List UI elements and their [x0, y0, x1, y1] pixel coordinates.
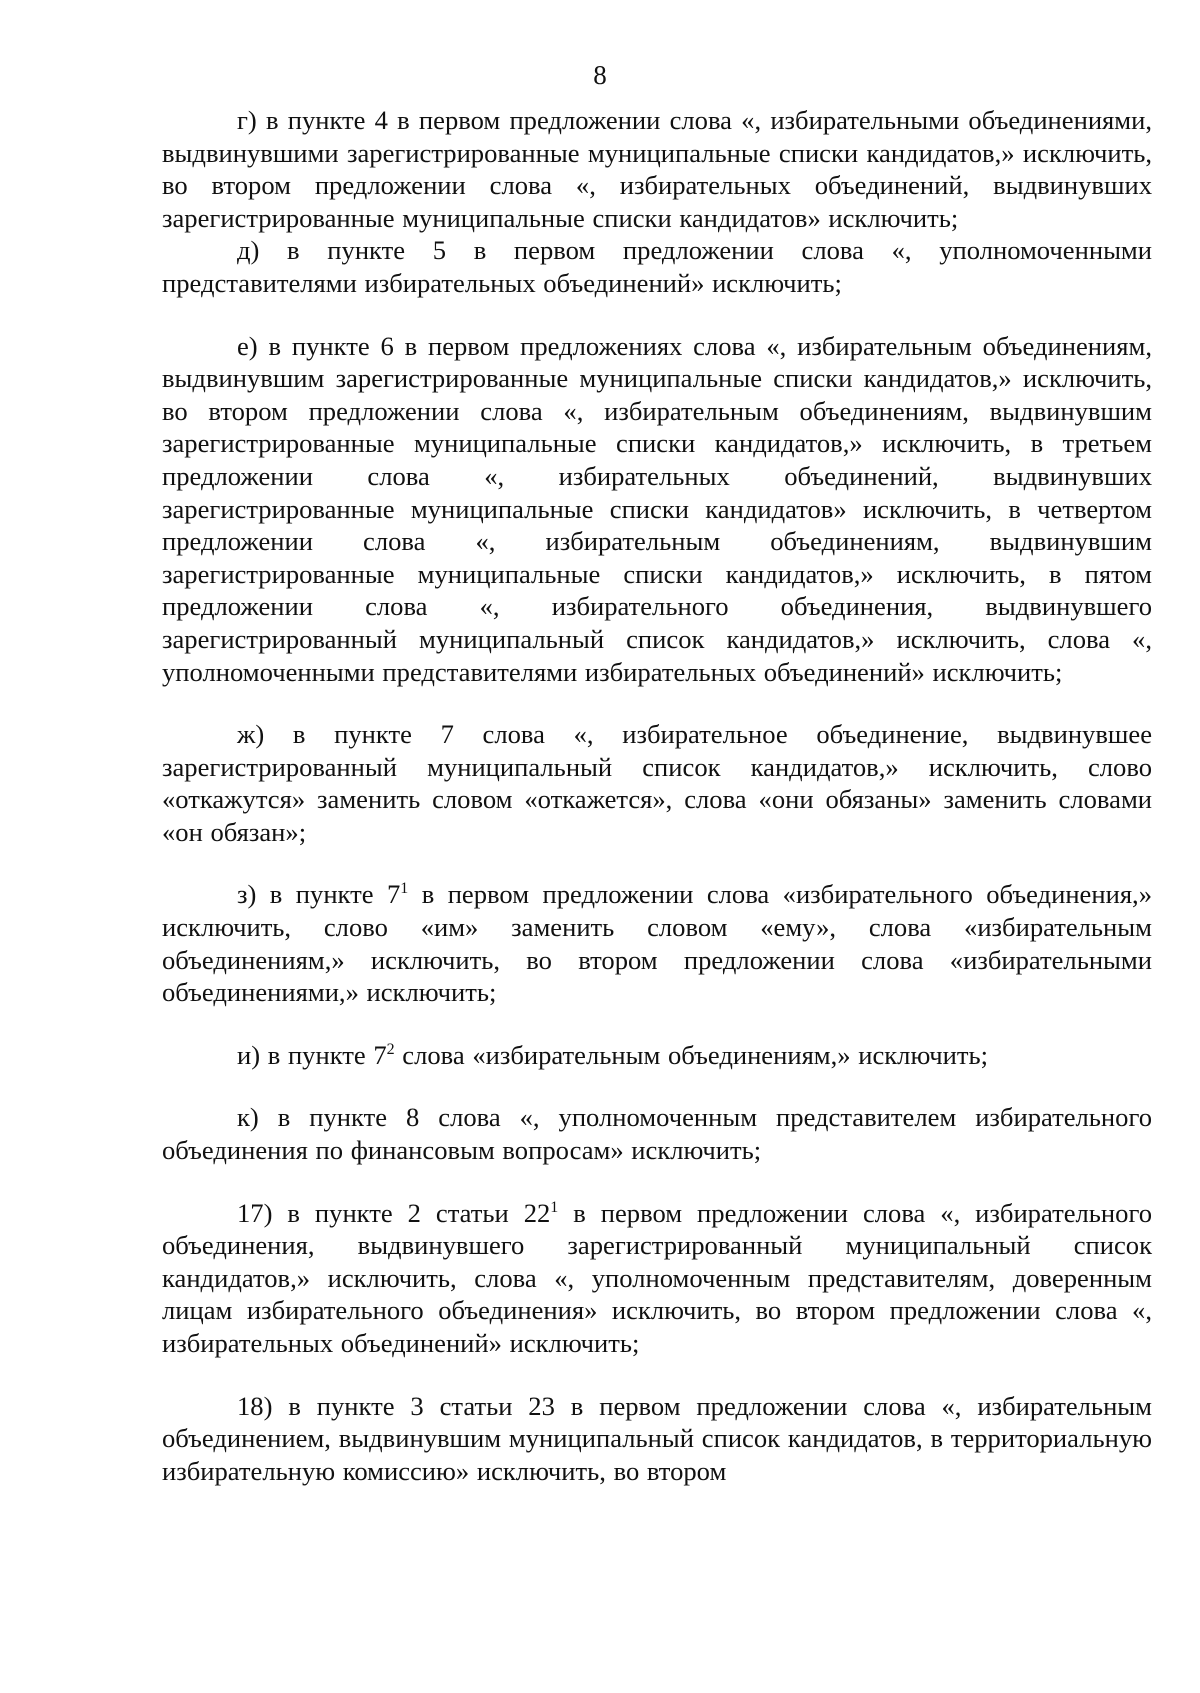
- paragraph-k: к) в пункте 8 слова «, уполномоченным представителем избирательного объединения по финансовым вопросам» исключить;: [162, 1102, 1152, 1166]
- paragraph-i-start: и) в пункте 7: [237, 1039, 387, 1070]
- paragraph-18: 18) в пункте 3 статьи 23 в первом предложении слова «, избирательным объединением, выдвинувшим муниципальный список кандидатов, в территориальную избирательную комиссию» исключить, во втором: [162, 1390, 1152, 1486]
- paragraph-z-rest: в первом предложении слова «избирательного объединения,» исключить, слово «им» заменить словом «ему», слова «избирательным объединениям,» исключить, во втором предложении слова «избирательными объединениями,» исключить;: [162, 879, 1152, 1008]
- paragraph-g: г) в пункте 4 в первом предложении слова «, избирательными объединениями, выдвинувшими зарегистрированные муниципальные списки кандидатов,» исключить, во втором предложении слова «, избирательных объединений, выдвинувших зарегистрированные муниципальные списки кандидатов» исключить;: [162, 105, 1152, 233]
- paragraph-17-superscript: 1: [550, 1198, 559, 1216]
- paragraph-z-superscript: 1: [400, 880, 409, 898]
- paragraph-17: [162, 1197, 1152, 1360]
- paragraph-17-start: 17) в пункте 2 статьи 22: [237, 1197, 551, 1228]
- paragraph-i-superscript: 2: [386, 1040, 395, 1058]
- paragraph-17-rest: в первом предложении слова «, избирательного объединения, выдвинувшего зарегистрированный муниципальный список кандидатов,» исключить, слова «, уполномоченным представителям, доверенным лицам избирательного объединения» исключить, во втором предложении слова «, избирательных объединений» исключить;: [162, 1197, 1152, 1358]
- paragraph-zh: ж) в пункте 7 слова «, избирательное объединение, выдвинувшее зарегистрированный муниципальный список кандидатов,» исключить, слово «откажутся» заменить словом «откажется», слова «они обязаны» заменить словами «он обязан»;: [162, 719, 1152, 847]
- document-body: [162, 104, 1152, 1487]
- paragraph-d: д) в пункте 5 в первом предложении слова «, уполномоченными представителями избирательных объединений» исключить;: [162, 235, 1152, 298]
- paragraph-e: е) в пункте 6 в первом предложениях слова «, избирательным объединениям, выдвинувшим зарегистрированные муниципальные списки кандидатов,» исключить, во втором предложении слова «, избирательным объединениям, выдвинувшим зарегистрированные муниципальные списки кандидатов,» исключить, в третьем предложении слова «, избирательных объединений, выдвинувших зарегистрированные муниципальные списки кандидатов» исключить, в четвертом предложении слова «, избирательным объединениям, выдвинувшим зарегистрированные муниципальные списки кандидатов,» исключить, в пятом предложении слова «, избирательного объединения, выдвинувшего зарегистрированный муниципальный список кандидатов,» исключить, слова «, уполномоченными представителями избирательных объединений» исключить;: [162, 330, 1152, 687]
- paragraph-i-rest: слова «избирательным объединениям,» исключить;: [394, 1039, 989, 1070]
- paragraph-z-start: з) в пункте 7: [237, 879, 401, 910]
- page-number: 8: [593, 60, 607, 90]
- paragraph-i: [162, 1039, 1152, 1072]
- paragraph-z: [162, 878, 1152, 1008]
